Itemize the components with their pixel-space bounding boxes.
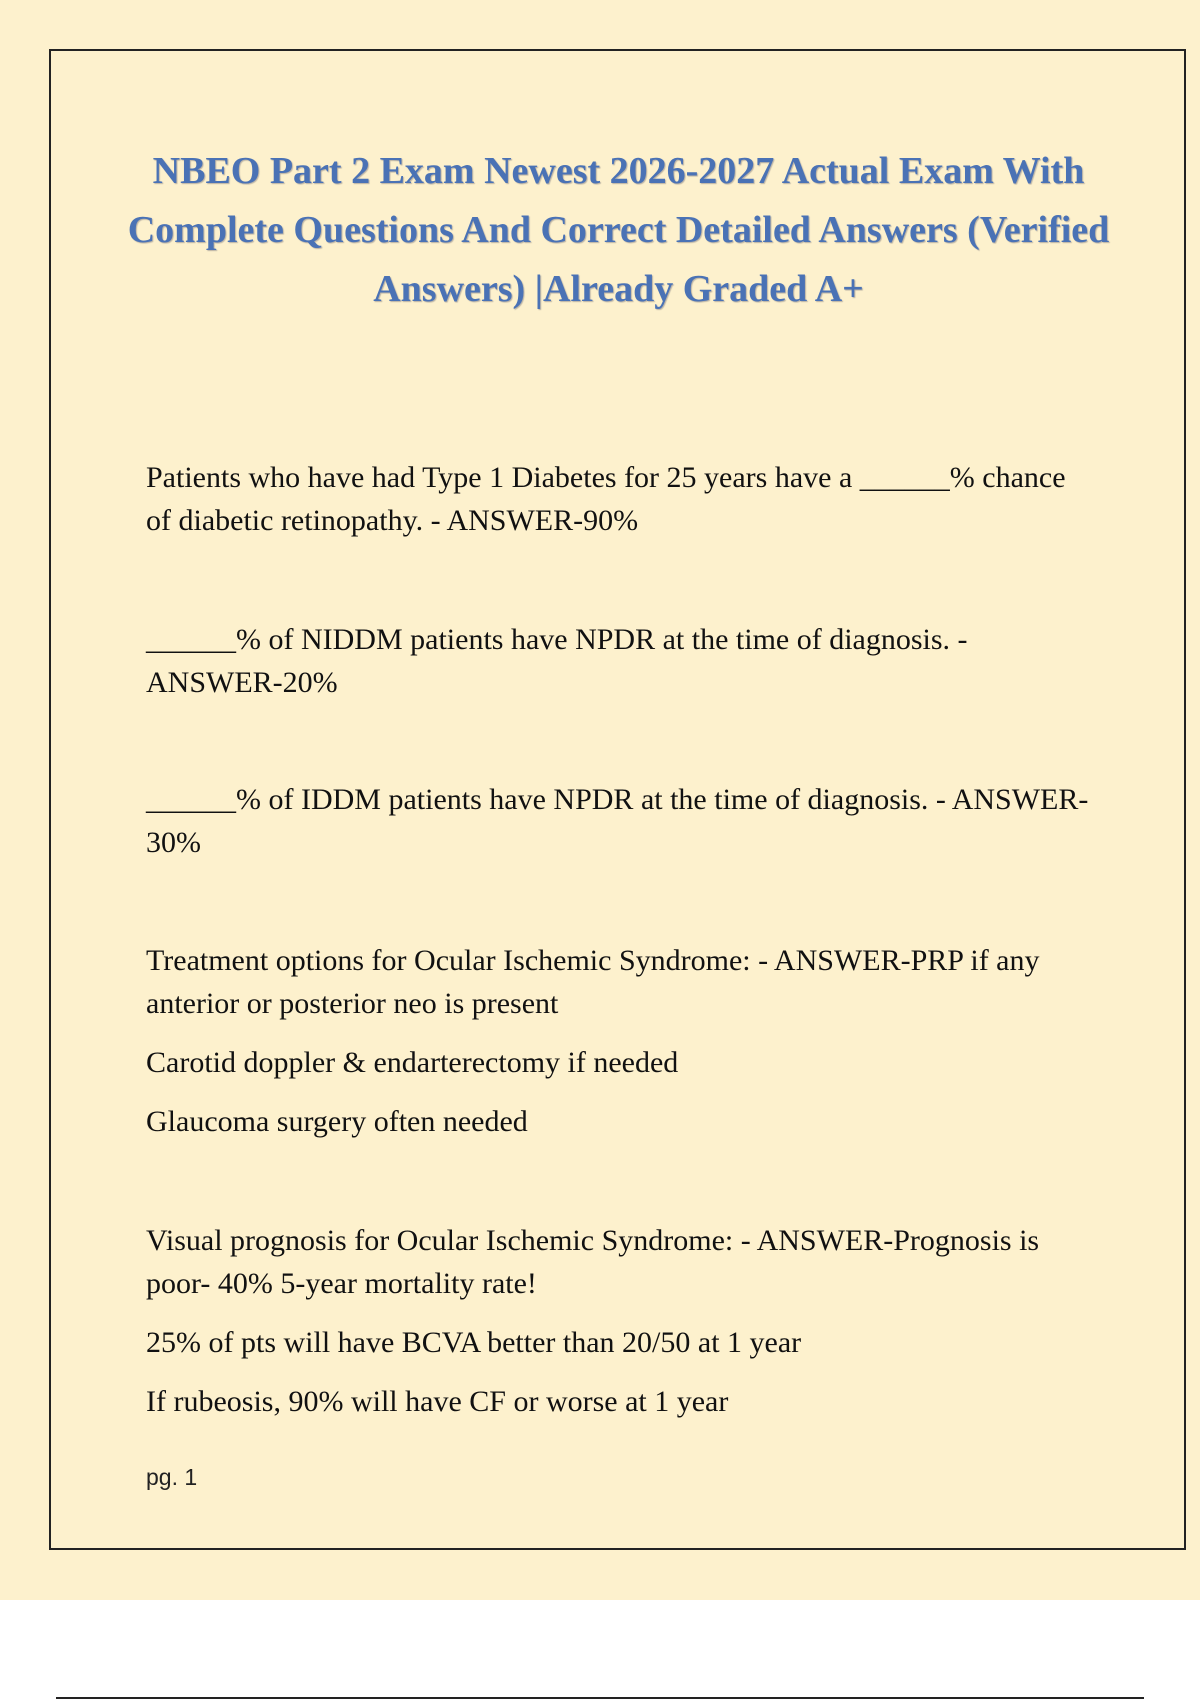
- qa-item: [146, 1219, 1096, 1423]
- qa-question-text: ______% of NIDDM patients have NPDR at the time of diagnosis. - ANSWER-20%: [146, 623, 968, 699]
- document-title: NBEO Part 2 Exam Newest 2026-2027 Actual Exam With Complete Questions And Correct Detailed Answers (Verified Answers) |Already Graded A+: [127, 150, 1110, 310]
- qa-question-text: ______% of IDDM patients have NPDR at the time of diagnosis. - ANSWER-30%: [146, 783, 1089, 859]
- qa-item: [146, 618, 1096, 704]
- qa-answer-detail: Carotid doppler & endarterectomy if needed: [146, 1046, 679, 1079]
- page-number: pg. 1: [146, 1464, 198, 1490]
- qa-answer-detail: Glaucoma surgery often needed: [146, 1105, 528, 1138]
- qa-question-text: Patients who have had Type 1 Diabetes for 25 years have a ______% chance of diabetic retinopathy. - ANSWER-90%: [146, 461, 1066, 537]
- qa-answer-detail: 25% of pts will have BCVA better than 20/50 at 1 year: [146, 1326, 802, 1359]
- bottom-divider: [56, 1697, 1144, 1699]
- qa-question-text: Treatment options for Ocular Ischemic Syndrome: - ANSWER-PRP if any anterior or posterior neo is present: [146, 944, 1040, 1020]
- qa-question-text: Visual prognosis for Ocular Ischemic Syndrome: - ANSWER-Prognosis is poor- 40% 5-year mortality rate!: [146, 1224, 1040, 1300]
- qa-item: [146, 778, 1096, 864]
- qa-item: [146, 456, 1096, 542]
- qa-item: [146, 939, 1096, 1143]
- qa-answer-detail: If rubeosis, 90% will have CF or worse at 1 year: [146, 1385, 729, 1418]
